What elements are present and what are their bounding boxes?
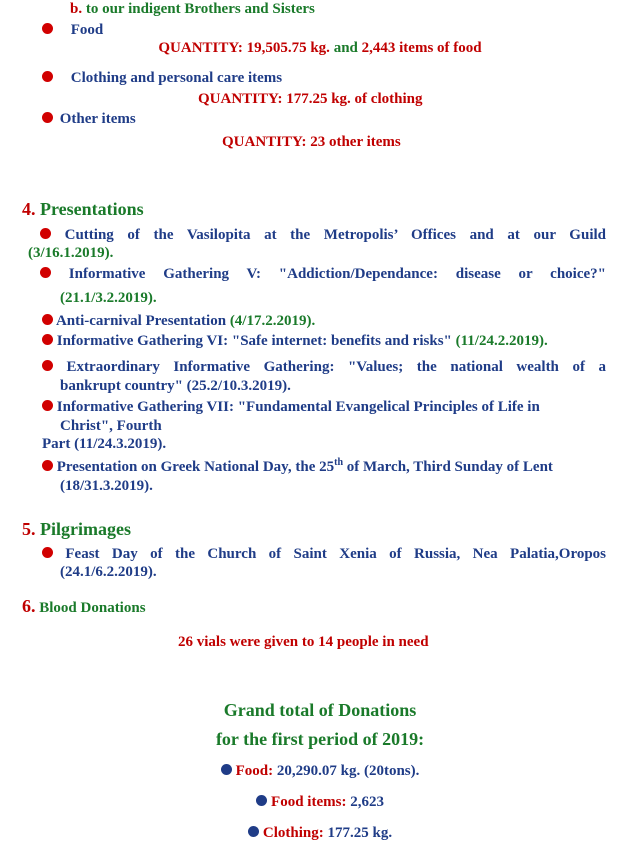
grand-total-title: Grand total of Donations xyxy=(223,700,417,720)
bullet-icon xyxy=(42,460,53,471)
bullet-icon xyxy=(248,826,259,837)
bullet-icon xyxy=(42,23,53,34)
blood-summary: 26 vials were given to 14 people in need xyxy=(178,634,429,650)
grand-total-subtitle: for the first period of 2019: xyxy=(215,729,425,749)
section-blood-heading: 6. Blood Donations xyxy=(22,596,146,616)
presentation-item-5-cont: bankrupt country" (25.2/10.3.2019). xyxy=(60,378,291,394)
clothing-item xyxy=(42,69,282,87)
clothing-label: Clothing and personal care items xyxy=(70,70,283,86)
bullet-icon xyxy=(42,71,53,82)
bullet-icon xyxy=(42,547,53,558)
food-label: Food xyxy=(70,22,104,38)
other-label: Other items xyxy=(59,111,136,127)
presentation-item-3: Anti-carnival Presentation (4/17.2.2019). xyxy=(42,312,315,330)
bullet-icon xyxy=(256,795,267,806)
bullet-icon xyxy=(40,267,51,278)
presentation-item-5: Extraordinary Informative Gathering: "Values; the national wealth of a xyxy=(42,358,606,376)
presentation-item-7-date: (18/31.3.2019). xyxy=(60,478,153,494)
clothing-quantity: QUANTITY: 177.25 kg. of clothing xyxy=(198,91,423,107)
grand-total-food: Food: 20,290.07 kg. (20tons). xyxy=(0,762,640,780)
presentation-item-2-date: (21.1/3.2.2019). xyxy=(60,290,157,306)
bullet-icon xyxy=(42,400,53,411)
other-item xyxy=(42,110,136,128)
presentation-item-6: Informative Gathering VII: "Fundamental Evangelical Principles of Life in xyxy=(42,398,540,416)
presentation-item-4: Informative Gathering VI: "Safe internet: benefits and risks" (11/24.2.2019). xyxy=(42,332,548,350)
bullet-icon xyxy=(42,360,53,371)
grand-total-clothing: Clothing: 177.25 kg. xyxy=(0,824,640,842)
grand-total-food-items: Food items: 2,623 xyxy=(0,793,640,811)
sub-letter: b. xyxy=(70,1,83,17)
presentation-item-6-part: Part (11/24.3.2019). xyxy=(42,436,167,452)
food-item xyxy=(42,21,103,39)
donations-subheading xyxy=(70,0,315,18)
food-quantity: QUANTITY: 19,505.75 kg. and 2,443 items of food xyxy=(158,40,482,56)
presentation-item-2: Informative Gathering V: "Addiction/Dependance: disease or choice?" xyxy=(40,265,606,283)
section-pilgrimages-heading: 5. Pilgrimages xyxy=(22,519,131,539)
other-quantity: QUANTITY: 23 other items xyxy=(222,134,401,150)
presentation-item-6-cont: Christ", Fourth xyxy=(60,418,162,434)
pilgrimage-item-date: (24.1/6.2.2019). xyxy=(60,564,157,580)
pilgrimage-item: Feast Day of the Church of Saint Xenia of Russia, Nea Palatia,Oropos xyxy=(42,545,606,563)
bullet-icon xyxy=(42,334,53,345)
section-presentations-heading: 4. Presentations xyxy=(22,199,144,219)
bullet-icon xyxy=(42,314,53,325)
bullet-icon xyxy=(42,112,53,123)
sub-title: to our indigent Brothers and Sisters xyxy=(85,1,315,17)
bullet-icon xyxy=(221,764,232,775)
presentation-item-1: Cutting of the Vasilopita at the Metropolis’ Offices and at our Guild xyxy=(40,226,606,244)
bullet-icon xyxy=(40,228,51,239)
presentation-item-1-date: (3/16.1.2019). xyxy=(28,245,114,261)
presentation-item-7: Presentation on Greek National Day, the 25th of March, Third Sunday of Lent xyxy=(42,458,553,476)
